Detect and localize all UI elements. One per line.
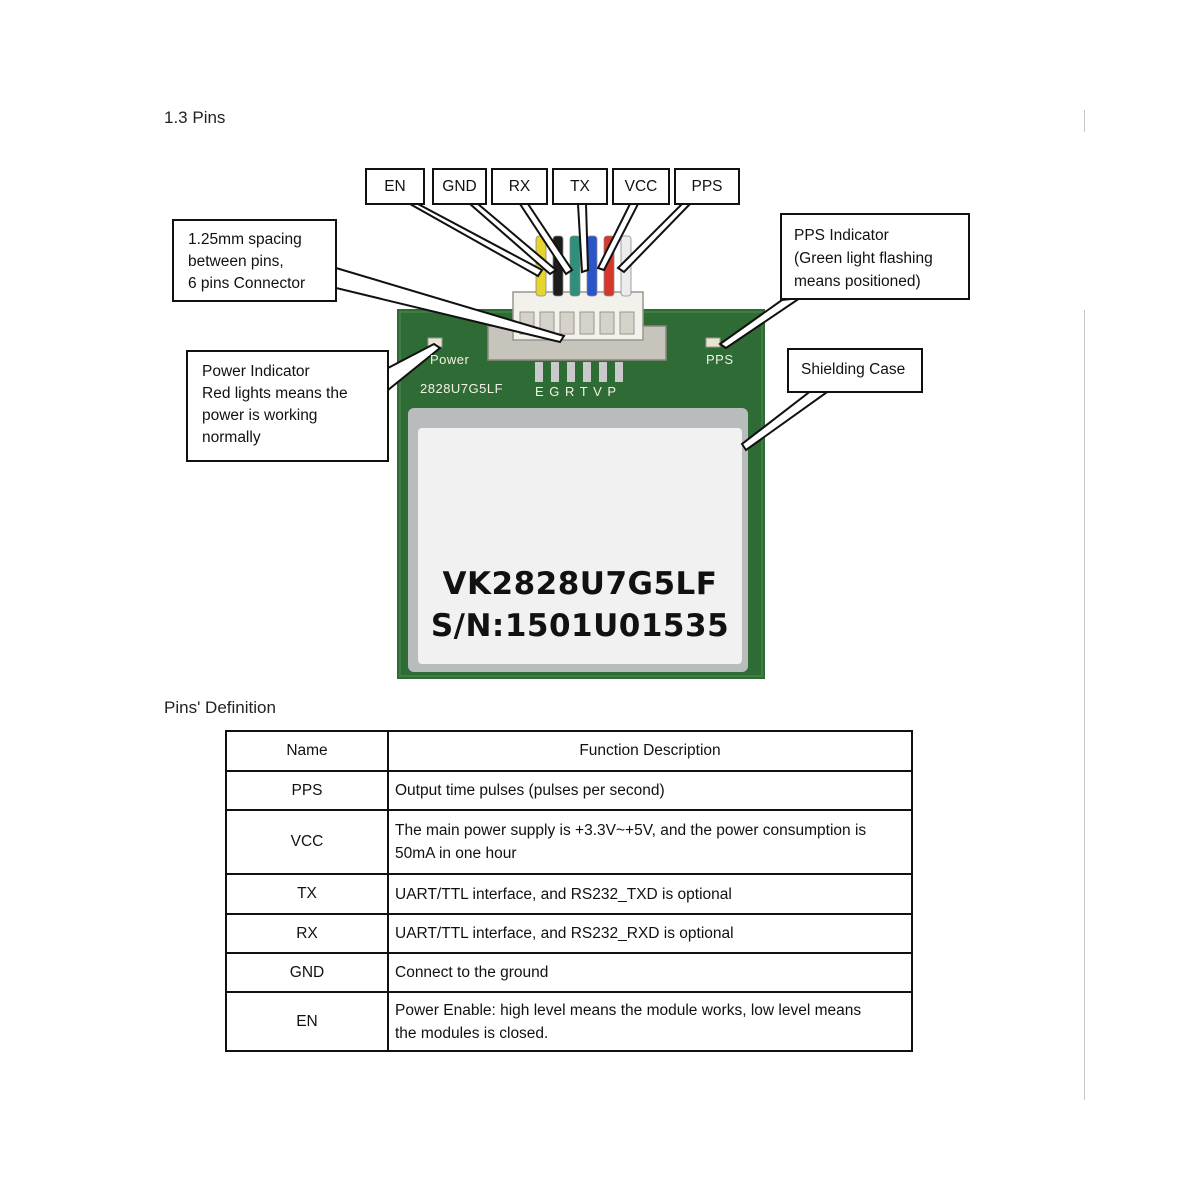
- pin-description: [388, 810, 912, 874]
- table-row: [226, 810, 912, 874]
- pin-name: TX: [226, 874, 388, 914]
- module-serial: S/N:1501U01535: [430, 608, 730, 644]
- pin-name: PPS: [226, 771, 388, 810]
- note-line: (Green light flashing: [794, 250, 933, 267]
- slot: [620, 312, 634, 334]
- definition-title: Pins' Definition: [164, 698, 276, 717]
- pin-description: [388, 771, 912, 810]
- table-row: [226, 914, 912, 953]
- desc-line: Connect to the ground: [395, 964, 549, 981]
- pin-label-rx: RX: [491, 168, 548, 205]
- note-line: power is working: [202, 407, 318, 424]
- note-line: Red lights means the: [202, 385, 348, 402]
- slot: [560, 312, 574, 334]
- pin-label-vcc: VCC: [612, 168, 670, 205]
- pin-name: GND: [226, 953, 388, 992]
- table-row: [226, 992, 912, 1051]
- module-model: VK2828U7G5LF: [442, 566, 718, 602]
- table-row: [226, 771, 912, 810]
- note-line: Power Indicator: [202, 363, 310, 380]
- pin-description: [388, 874, 912, 914]
- table-row: [226, 953, 912, 992]
- power-indicator-note: [186, 350, 389, 462]
- note-line: normally: [202, 429, 261, 446]
- slot: [580, 312, 594, 334]
- pad: [583, 362, 591, 382]
- pin-name: EN: [226, 992, 388, 1051]
- table-header-row: [226, 731, 912, 771]
- pin-label-tx: TX: [552, 168, 608, 205]
- desc-line: Output time pulses (pulses per second): [395, 782, 665, 799]
- pad: [599, 362, 607, 382]
- pin-description: [388, 953, 912, 992]
- pin-label-en: EN: [365, 168, 425, 205]
- table-row: [226, 874, 912, 914]
- pin-label-pps: PPS: [674, 168, 740, 205]
- desc-line: The main power supply is +3.3V~+5V, and the power consumption is: [395, 822, 867, 839]
- note-line: 6 pins Connector: [188, 275, 306, 292]
- pps-indicator-note: [780, 213, 970, 300]
- pin-letters-silk: E G R T V P: [535, 384, 618, 399]
- shielding-case-note: Shielding Case: [787, 348, 923, 393]
- model-silk-label: 2828U7G5LF: [420, 381, 504, 396]
- desc-line: the modules is closed.: [395, 1024, 549, 1042]
- header-name: Name: [226, 731, 388, 771]
- note-line: PPS Indicator: [794, 227, 889, 244]
- pins-definition-table: [225, 730, 913, 1052]
- section-title: 1.3 Pins: [164, 108, 226, 127]
- pad: [615, 362, 623, 382]
- pad: [535, 362, 543, 382]
- desc-line: UART/TTL interface, and RS232_TXD is optional: [395, 885, 732, 903]
- pin-name: VCC: [226, 810, 388, 874]
- pps-silk-label: PPS: [706, 352, 734, 367]
- slot: [600, 312, 614, 334]
- desc-line: UART/TTL interface, and RS232_RXD is optional: [395, 925, 734, 942]
- leader-en: [410, 204, 542, 276]
- pad: [551, 362, 559, 382]
- spacing-note: [172, 219, 337, 302]
- pad: [567, 362, 575, 382]
- wire: [570, 236, 580, 296]
- note-line: between pins,: [188, 253, 284, 270]
- header-function: Function Description: [388, 731, 912, 771]
- pin-label-gnd: GND: [432, 168, 487, 205]
- pps-led: [706, 338, 720, 347]
- pin-description: [388, 914, 912, 953]
- pin-name: RX: [226, 914, 388, 953]
- power-silk-label: Power: [430, 352, 470, 367]
- desc-line: 50mA in one hour: [395, 845, 517, 862]
- note-line: means positioned): [794, 273, 921, 290]
- desc-line: Power Enable: high level means the module works, low level means: [395, 1001, 862, 1019]
- note-line: 1.25mm spacing: [188, 231, 302, 248]
- pin-description: [388, 992, 912, 1051]
